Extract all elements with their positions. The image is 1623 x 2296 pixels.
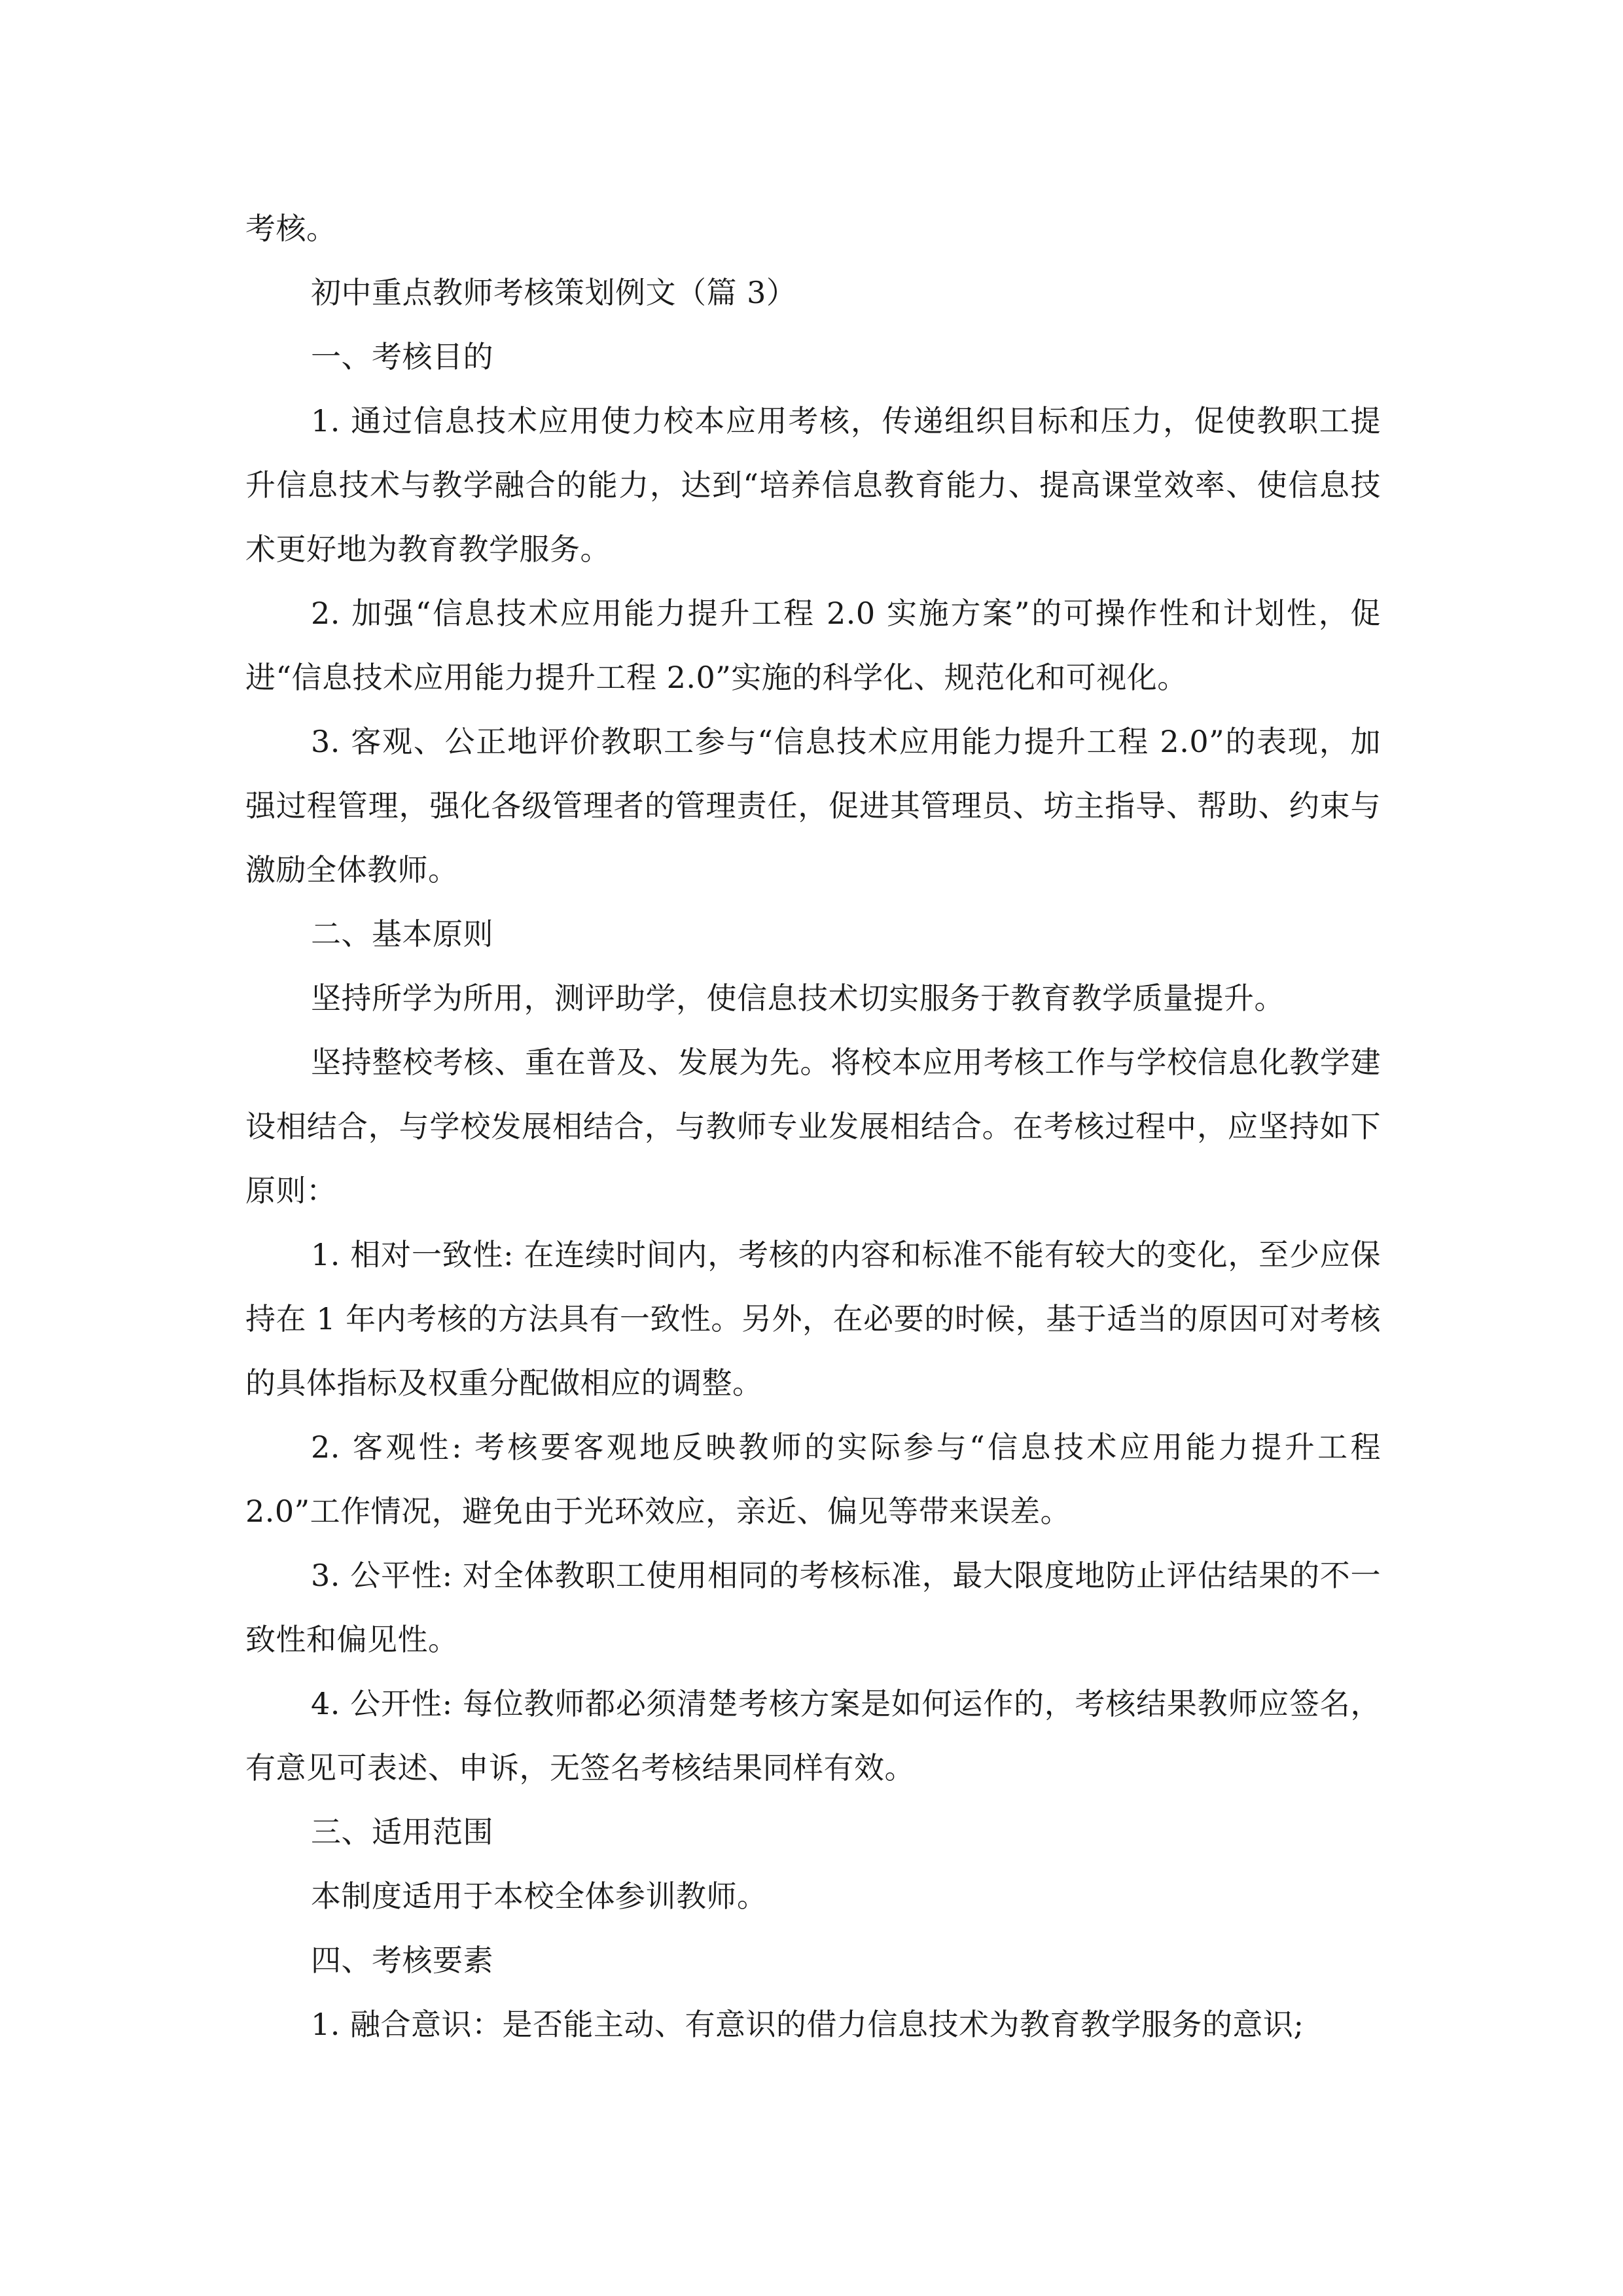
paragraph-purpose-2: 2. 加强“信息技术应用能力提升工程 2.0 实施方案”的可操作性和计划性，促进“信息技术应用能力提升工程 2.0”实施的科学化、规范化和可视化。 (245, 596, 1381, 695)
paragraph-principle-1: 1. 相对一致性: 在连续时间内，考核的内容和标准不能有较大的变化，至少应保持在 1 年内考核的方法具有一致性。另外，在必要的时候，基于适当的原因可对考核的具体指标及权重分配做相应的调整。 (245, 1237, 1381, 1401)
section-heading-elements: 四、考核要素 (311, 1943, 493, 1978)
paragraph-principle-intro-1: 坚持所学为所用，测评助学，使信息技术切实服务于教育教学质量提升。 (311, 980, 1285, 1016)
article-title: 初中重点教师考核策划例文（篇 3） (311, 275, 797, 310)
paragraph-scope: 本制度适用于本校全体参训教师。 (311, 1878, 768, 1914)
paragraph-principle-intro-2: 坚持整校考核、重在普及、发展为先。将校本应用考核工作与学校信息化教学建设相结合，与学校发展相结合，与教师专业发展相结合。在考核过程中，应坚持如下原则： (245, 1045, 1381, 1208)
paragraph-purpose-3: 3. 客观、公正地评价教职工参与“信息技术应用能力提升工程 2.0”的表现，加强过程管理，强化各级管理者的管理责任，促进其管理员、坊主指导、帮助、约束与激励全体教师。 (245, 724, 1381, 888)
paragraph-element-1: 1. 融合意识：是否能主动、有意识的借力信息技术为教育教学服务的意识; (311, 2007, 1304, 2042)
section-heading-purpose: 一、考核目的 (311, 339, 493, 374)
paragraph-principle-4: 4. 公开性: 每位教师都必须清楚考核方案是如何运作的，考核结果教师应签名，有意见可表述、申诉，无签名考核结果同样有效。 (245, 1686, 1381, 1785)
section-heading-scope: 三、适用范围 (311, 1814, 493, 1850)
continuation-text: 考核。 (245, 211, 337, 246)
paragraph-principle-3: 3. 公平性: 对全体教职工使用相同的考核标准，最大限度地防止评估结果的不一致性和偏见性。 (245, 1558, 1381, 1657)
document-body (245, 196, 1381, 2056)
paragraph-principle-2: 2. 客观性: 考核要客观地反映教师的实际参与“信息技术应用能力提升工程 2.0”工作情况，避免由于光环效应，亲近、偏见等带来误差。 (245, 1429, 1381, 1529)
section-heading-principles: 二、基本原则 (311, 916, 493, 952)
paragraph-purpose-1: 1. 通过信息技术应用使力校本应用考核，传递组织目标和压力，促使教职工提升信息技术与教学融合的能力，达到“培养信息教育能力、提高课堂效率、使信息技术更好地为教育教学服务。 (245, 403, 1381, 567)
